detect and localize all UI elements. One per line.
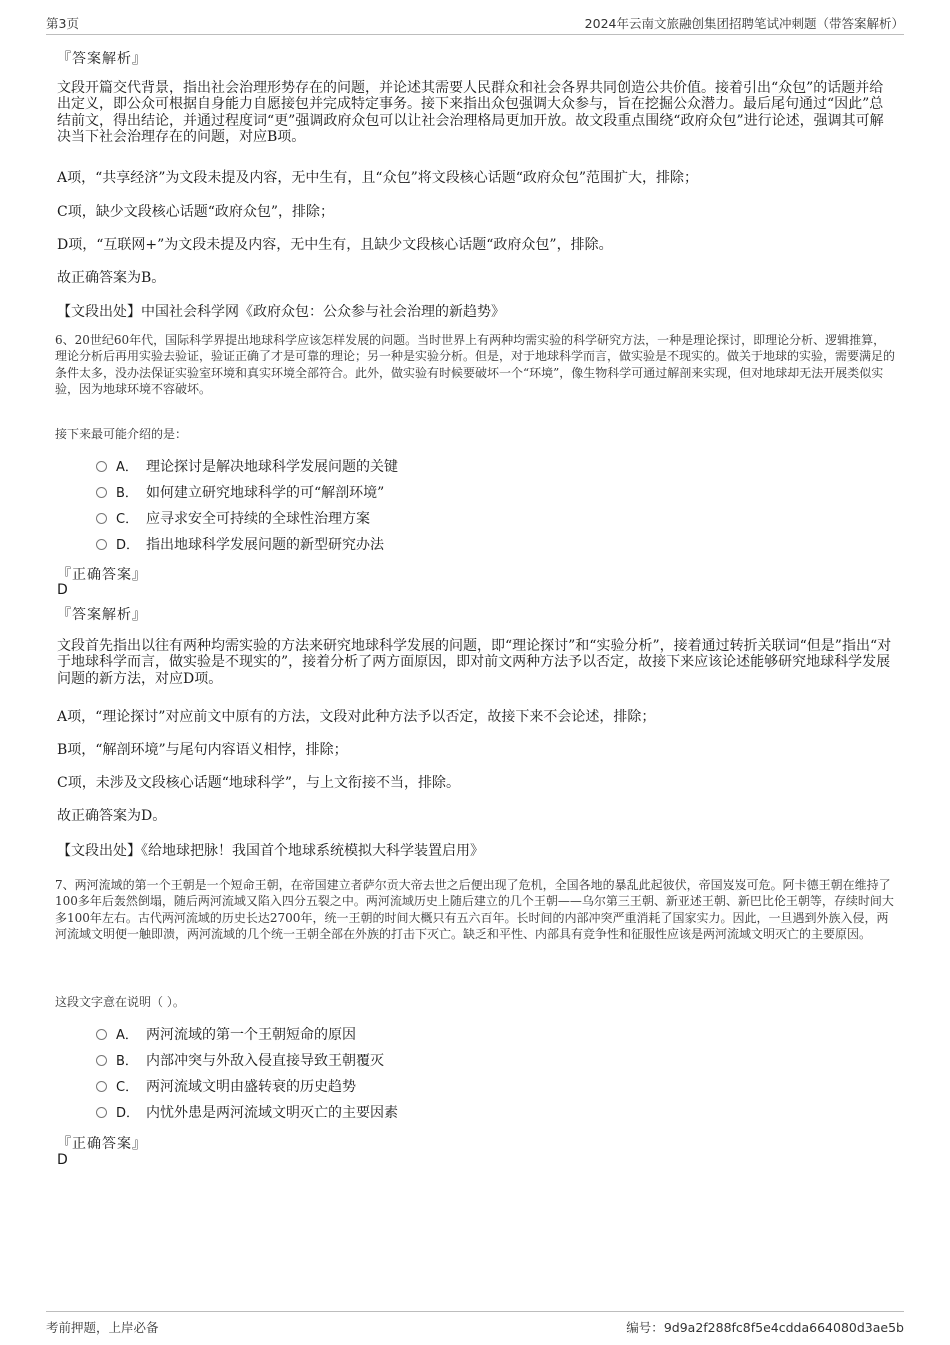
question-6-option-b[interactable] <box>96 483 384 503</box>
option-text: 两河流域的第一个王朝短命的原因 <box>146 1027 356 1043</box>
question-7-option-c[interactable] <box>96 1077 356 1097</box>
question-7-stem: 7、两河流域的第一个王朝是一个短命王朝，在帝国建立者萨尔贡大帝去世之后便出现了危机，全国各地的暴乱此起彼伏，帝国岌岌可危。阿卡德王朝在维持了100多年后轰然倒塌，随后两河流域又陷入四分五裂之中。两河流域历史上随后建立的几个王朝——乌尔第三王朝、新亚述王朝、新巴比伦王朝等，存续时间大多100年左右。古代两河流域的历史长达2700年，统一王朝的时间大概只有五六百年。长时间的内部冲突严重消耗了国家实力。因此，一旦遇到外族入侵，两河流域文明便一触即溃，两河流域的几个统一王朝全部在外族的打击下灭亡。缺乏和平性、内部具有竞争性和征服性应该是两河流域文明灭亡的主要原因。 <box>55 878 894 941</box>
radio-button-icon[interactable] <box>96 461 107 472</box>
analysis-point-c: C项，缺少文段核心话题“政府众包”，排除； <box>57 204 335 220</box>
option-key: C． <box>116 512 139 527</box>
question-6-stem: 6、20世纪60年代，国际科学界提出地球科学应该怎样发展的问题。当时世界上有两种均需实验的科学研究方法，一种是理论探讨，即理论分析、逻辑推算，理论分析后再用实验去验证，验证正确了才是可靠的理论；另一种是实验分析。但是，对于地球科学而言，做实验是不现实的。做关于地球的实验，需要满足的条件太多，没办法保证实验室环境和真实环境全部符合。此外，做实验有时候要破坏一个“环境”，像生物科学可通过解剖来实现，但对地球却无法开展类似实验，因为地球环境不容破坏。 <box>55 333 896 396</box>
question-7-option-d[interactable] <box>96 1103 398 1123</box>
radio-button-icon[interactable] <box>96 539 107 550</box>
radio-button-icon[interactable] <box>96 1029 107 1040</box>
correct-answer-value: D <box>57 1152 68 1168</box>
question-6-option-d[interactable] <box>96 535 384 555</box>
analysis-conclusion: 故正确答案为D。 <box>57 808 167 824</box>
analysis-label: 『答案解析』 <box>57 51 147 67</box>
analysis-intro: 文段首先指出以往有两种均需实验的方法来研究地球科学发展的问题，即“理论探讨”和“实验分析”，接着通过转折关联词“但是”指出“对于地球科学而言，做实验是不现实的”，接着分析了两方面原因，即对前文两种方法予以否定，故接下来应该论述能够研究地球科学发展问题的新方法，对应D项。 <box>57 638 892 687</box>
radio-button-icon[interactable] <box>96 487 107 498</box>
page-number: 第3页 <box>46 16 79 31</box>
analysis-label: 『答案解析』 <box>57 607 147 623</box>
question-7-option-b[interactable] <box>96 1051 384 1071</box>
option-key: B． <box>116 1054 138 1069</box>
document-title: 2024年云南文旅融创集团招聘笔试冲刺题（带答案解析） <box>584 16 904 31</box>
analysis-point-a: A项，“共享经济”为文段未提及内容，无中生有，且“众包”将文段核心话题“政府众包”范围扩大，排除； <box>57 170 699 186</box>
text-source: 【文段出处】《给地球把脉！我国首个地球系统模拟大科学装置启用》 <box>57 843 484 859</box>
option-text: 如何建立研究地球科学的可“解剖环境” <box>146 485 385 501</box>
correct-answer-label: 『正确答案』 <box>57 1136 147 1152</box>
text-source: 【文段出处】中国社会科学网《政府众包：公众参与社会治理的新趋势》 <box>57 304 505 320</box>
radio-button-icon[interactable] <box>96 1055 107 1066</box>
code-value: 9d9a2f288fc8f5e4cdda664080d3ae5b <box>663 1320 904 1335</box>
radio-button-icon[interactable] <box>96 1107 107 1118</box>
radio-button-icon[interactable] <box>96 513 107 524</box>
option-key: C． <box>116 1080 139 1095</box>
analysis-point-c: C项，未涉及文段核心话题“地球科学”，与上文衔接不当，排除。 <box>57 775 461 791</box>
option-text: 指出地球科学发展问题的新型研究办法 <box>146 537 384 553</box>
question-6-option-c[interactable] <box>96 509 370 529</box>
question-6-option-a[interactable] <box>96 457 398 477</box>
radio-button-icon[interactable] <box>96 1081 107 1092</box>
option-key: D． <box>116 1106 140 1121</box>
document-code <box>626 1318 904 1336</box>
option-key: B． <box>116 486 138 501</box>
footer-slogan: 考前押题，上岸必备 <box>46 1320 159 1335</box>
correct-answer-value: D <box>57 582 68 598</box>
analysis-intro: 文段开篇交代背景，指出社会治理形势存在的问题，并论述其需要人民群众和社会各界共同创造公共价值。接着引出“众包”的话题并给出定义，即公众可根据自身能力自愿接包并完成特定事务。接下来指出众包强调大众参与，旨在挖掘公众潜力。最后尾句通过“因此”总结前文，得出结论，并通过程度词“更”强调政府众包可以让社会治理格局更加开放。故文段重点围绕“政府众包”进行论述，强调其可解决当下社会治理存在的问题，对应B项。 <box>57 80 884 145</box>
option-key: A． <box>116 1028 138 1043</box>
option-key: A． <box>116 460 138 475</box>
page-header <box>46 10 904 35</box>
code-label: 编号： <box>626 1320 664 1335</box>
analysis-point-b: B项，“解剖环境”与尾句内容语义相悖，排除； <box>57 742 348 758</box>
option-text: 两河流域文明由盛转衰的历史趋势 <box>146 1079 356 1095</box>
option-text: 应寻求安全可持续的全球性治理方案 <box>146 511 370 527</box>
question-7-option-a[interactable] <box>96 1025 356 1045</box>
page-footer <box>46 1311 904 1338</box>
question-7-prompt: 这段文字意在说明（ ）。 <box>55 995 185 1009</box>
analysis-point-d: D项，“互联网+”为文段未提及内容，无中生有，且缺少文段核心话题“政府众包”，排除。 <box>57 237 613 253</box>
option-text: 内忧外患是两河流域文明灭亡的主要因素 <box>146 1105 398 1121</box>
correct-answer-label: 『正确答案』 <box>57 567 147 583</box>
analysis-conclusion: 故正确答案为B。 <box>57 270 166 286</box>
analysis-point-a: A项，“理论探讨”对应前文中原有的方法，文段对此种方法予以否定，故接下来不会论述，排除； <box>57 709 656 725</box>
option-text: 理论探讨是解决地球科学发展问题的关键 <box>146 459 398 475</box>
option-text: 内部冲突与外敌入侵直接导致王朝覆灭 <box>146 1053 384 1069</box>
option-key: D． <box>116 538 140 553</box>
question-6-prompt: 接下来最可能介绍的是： <box>55 427 188 441</box>
